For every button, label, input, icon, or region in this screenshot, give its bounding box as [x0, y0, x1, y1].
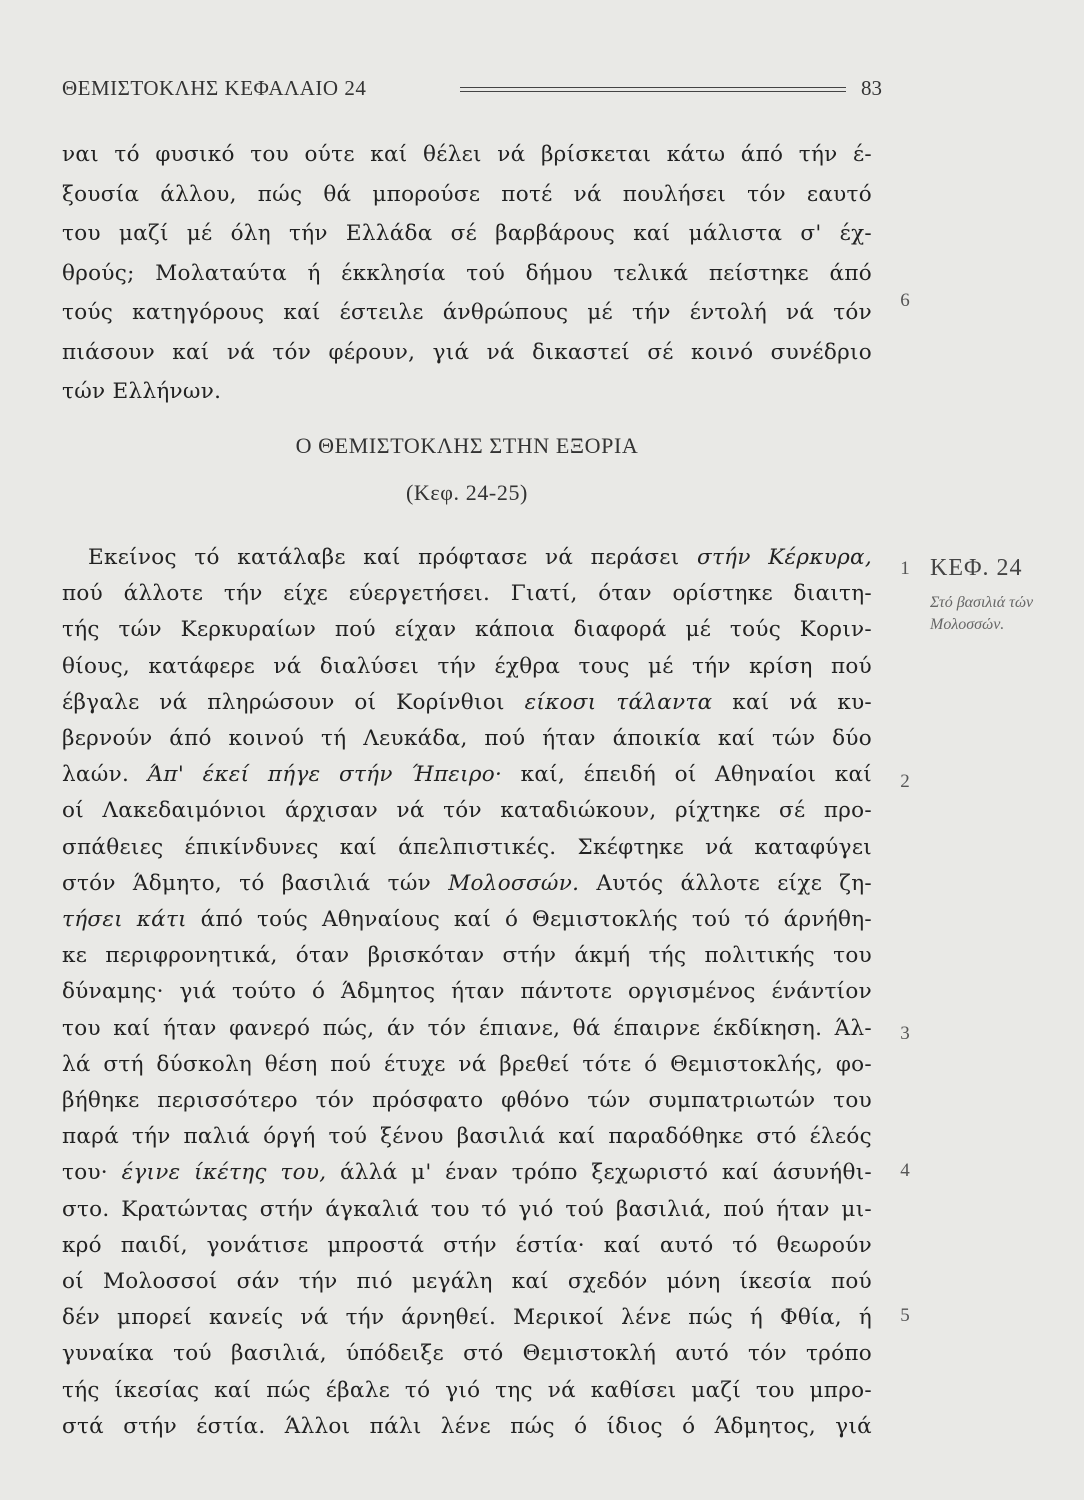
- body-text: δέν μπορεί κανείς νά τήν άρνηθεί. Μερικοί λένε πώς ή Φθία, ή: [62, 1305, 872, 1331]
- margin-line-number: 3: [900, 1023, 910, 1044]
- margin-line-number: 1: [900, 558, 910, 579]
- running-title: ΘΕΜΙΣΤΟΚΛΗΣ ΚΕΦΑΛΑΙΟ 24: [62, 76, 367, 100]
- body-text: στά στήν έστία. Άλλοι πάλι λένε πώς ό ίδιος ό Άδμητος, γιά: [62, 1413, 872, 1439]
- body-text: σπάθειες έπικίνδυνες καί άπελπιστικές. Σκέφτηκε νά καταφύγει: [62, 834, 872, 860]
- body-text: τής τών Κερκυραίων πού είχαν κάποια διαφορά μέ τούς Κοριν-: [62, 617, 872, 643]
- body-text: λά στή δύσκολη θέση πού έτυχε νά βρεθεί τότε ό Θεμιστοκλής, φο-: [62, 1051, 872, 1077]
- body-text: έβγαλε νά πληρώσουν οί Κορίνθιοι: [62, 689, 525, 715]
- body-line: [62, 1339, 872, 1369]
- body-text: του καί ήταν φανερό πώς, άν τόν έπιανε, θά έπαιρνε έκδίκηση. Άλ-: [62, 1015, 872, 1041]
- section-subtitle: (Κεφ. 24-25): [405, 480, 528, 505]
- margin-side-note: Στό βασιλιά τών Μολοσσών.: [930, 594, 1034, 633]
- margin-line-number: 4: [900, 1160, 910, 1181]
- body-line: [62, 1122, 872, 1152]
- body-line: [62, 1158, 872, 1188]
- body-text: πού άλλοτε τήν είχε εύεργετήσει. Γιατί, όταν ορίστηκε διαιτη-: [62, 581, 872, 607]
- margin-line-number: 6: [900, 290, 910, 311]
- body-text: βήθηκε περισσότερο τόν πρόσφατο φθόνο τών συμπατριωτών του: [62, 1088, 872, 1113]
- body-text: τής ίκεσίας καί πώς έβαλε τό γιό της νά καθίσει μαζί του μπρο-: [62, 1377, 872, 1403]
- intro-line: πιάσουν καί νά τόν φέρουν, γιά νά δικαστεί σέ κοινό συνέδριο: [62, 339, 872, 365]
- intro-line: ξουσία άλλου, πώς θά μπορούσε ποτέ νά πουλήσει τόν εαυτό: [62, 181, 872, 207]
- section-title: Ο ΘΕΜΙΣΤΟΚΛΗΣ ΣΤΗΝ ΕΞΟΡΙΑ: [295, 433, 639, 458]
- body-line: [62, 1267, 872, 1297]
- body-text: λαών.: [62, 762, 148, 788]
- page-number: 83: [861, 76, 882, 100]
- body-line: [62, 977, 872, 1007]
- body-line: [62, 1303, 872, 1333]
- body-text: θίους, κατάφερε νά διαλύσει τήν έχθρα τους μέ τήν κρίση πού: [62, 653, 872, 679]
- body-line: [62, 869, 872, 899]
- margin-line-number: 2: [900, 771, 910, 792]
- body-line: [62, 905, 872, 935]
- body-text: του·: [62, 1160, 122, 1186]
- body-line: [62, 833, 872, 863]
- body-text: γυναίκα τού βασιλιά, ύπόδειξε στό Θεμιστοκλή αυτό τόν τρόπο: [62, 1341, 872, 1367]
- body-line: [62, 1231, 872, 1261]
- body-text: καί νά κυ-: [712, 689, 872, 715]
- body-text: στόν Άδμητο, τό βασιλιά τών: [62, 870, 449, 896]
- header-double-rule: [460, 87, 846, 92]
- body-line: [62, 1195, 872, 1225]
- italic-phrase: τήσει κάτι: [62, 907, 187, 932]
- body-text: καί, έπειδή οί Αθηναίοι καί: [502, 762, 872, 788]
- body-line: [62, 760, 872, 790]
- body-text: Αυτός άλλοτε είχε ζη-: [579, 870, 872, 896]
- body-line: [62, 796, 872, 826]
- running-header: [62, 76, 882, 106]
- italic-phrase: έγινε ίκέτης του,: [121, 1160, 327, 1186]
- body-text: κρό παιδί, γονάτισε μπροστά στήν έστία· καί αυτό τό θεωρούν: [62, 1232, 872, 1258]
- body-text: παρά τήν παλιά όργή τού ξένου βασιλιά καί παραδόθηκε στό έλεός: [62, 1124, 872, 1150]
- body-text: Εκείνος τό κατάλαβε καί πρόφτασε νά περάσει: [88, 545, 697, 570]
- body-line: [62, 1086, 872, 1116]
- body-line: [62, 652, 872, 682]
- body-text: άλλά μ' έναν τρόπο ξεχωριστό καί άσυνήθι-: [326, 1160, 872, 1186]
- body-text: οί Μολοσσοί σάν τήν πιό μεγάλη καί σχεδόν μόνη ίκεσία πού: [62, 1269, 872, 1294]
- body-line: [62, 615, 872, 645]
- body-text: κε περιφρονητικά, όταν βρισκόταν στήν άκμή τής πολιτικής του: [62, 943, 872, 969]
- body-text: βερνούν άπό κοινού τή Λευκάδα, πού ήταν άποικία καί τών δύο: [62, 726, 872, 751]
- margin-chapter-label: ΚΕΦ. 24: [930, 555, 1023, 581]
- body-text: οί Λακεδαιμόνιοι άρχισαν νά τόν καταδιώκουν, ρίχτηκε σέ προ-: [62, 798, 872, 824]
- intro-line: του μαζί μέ όλη τήν Ελλάδα σέ βαρβάρους καί μάλιστα σ' έχ-: [62, 221, 872, 246]
- body-text: άπό τούς Αθηναίους καί ό Θεμιστοκλής τού τό άρνήθη-: [186, 907, 872, 932]
- italic-phrase: στήν Κέρκυρα,: [696, 545, 872, 570]
- body-line: [62, 1014, 872, 1044]
- italic-phrase: Μολοσσών.: [448, 870, 580, 896]
- body-line: [62, 724, 872, 754]
- body-line: [62, 1376, 872, 1406]
- body-line: [62, 1050, 872, 1080]
- intro-line: ναι τό φυσικό του ούτε καί θέλει νά βρίσκεται κάτω άπό τήν έ-: [62, 142, 872, 167]
- body-line: [62, 1412, 872, 1442]
- intro-line: τών Ελλήνων.: [62, 379, 222, 404]
- body-line: [62, 688, 872, 718]
- body-text: στο. Κρατώντας στήν άγκαλιά του τό γιό τού βασιλιά, πού ήταν μι-: [62, 1196, 872, 1222]
- body-line: [62, 579, 872, 609]
- intro-line: τούς κατηγόρους καί έστειλε άνθρώπους μέ τήν έντολή νά τόν: [62, 300, 872, 325]
- body-line: [62, 941, 872, 971]
- intro-line: θρούς; Μολαταύτα ή έκκλησία τού δήμου τελικά πείστηκε άπό: [62, 260, 872, 286]
- body-text: δύναμης· γιά τούτο ό Άδμητος ήταν πάντοτε οργισμένος ένάντίον: [62, 979, 872, 1005]
- italic-phrase: Άπ' έκεί πήγε στήν Ήπειρο·: [147, 762, 503, 788]
- margin-line-number: 5: [900, 1305, 910, 1326]
- body-line: [88, 543, 872, 573]
- italic-phrase: είκοσι τάλαντα: [524, 689, 713, 715]
